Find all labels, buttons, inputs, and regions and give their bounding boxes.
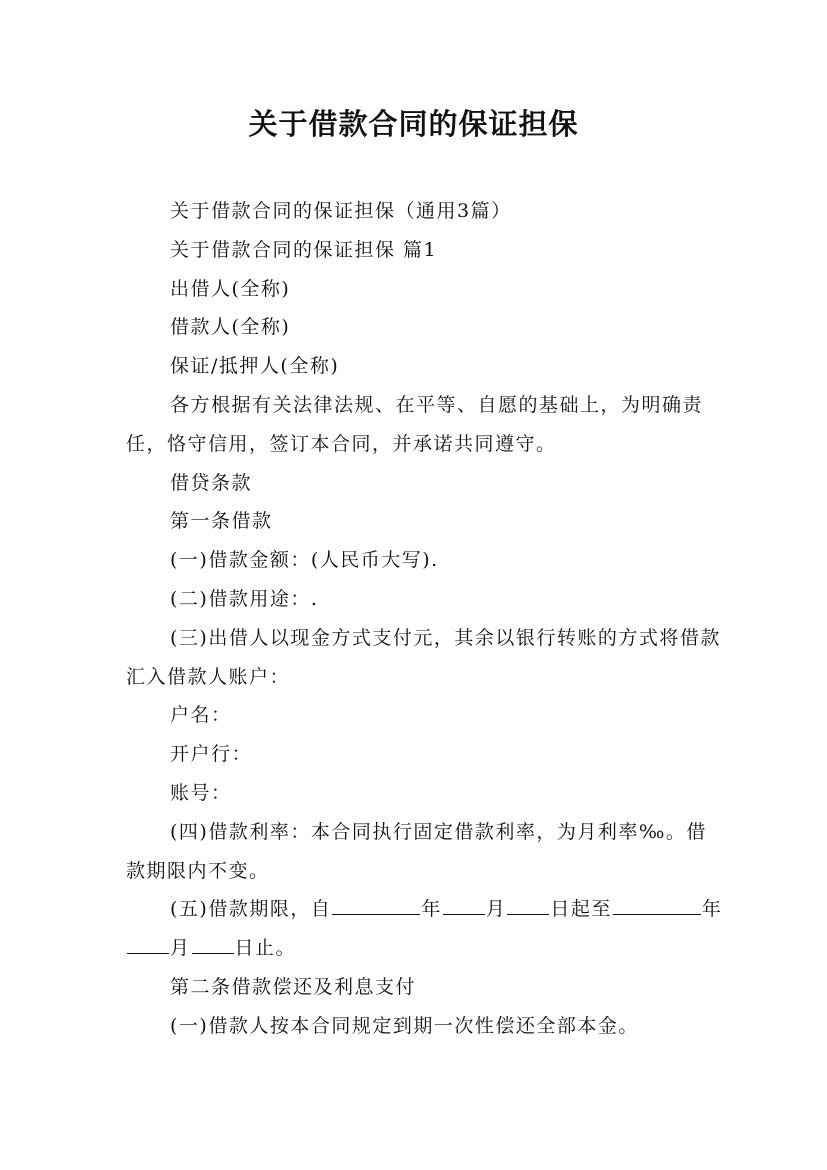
paragraph-payment-method: (三)出借人以现金方式支付元，其余以银行转账的方式将借款汇入借款人账户： — [126, 626, 721, 688]
paragraph-loan-purpose: (二)借款用途：. — [170, 587, 319, 610]
blank-end-month — [127, 933, 169, 954]
blank-start-month — [443, 894, 485, 915]
paragraph-lender: 出借人(全称) — [170, 277, 291, 300]
paragraph-account-number: 账号： — [170, 781, 232, 804]
term-month2: 月 — [170, 937, 191, 960]
document-body — [126, 192, 726, 1046]
paragraph-article-2: 第二条借款偿还及利息支付 — [170, 975, 417, 998]
document-title: 关于借款合同的保证担保 — [248, 107, 579, 141]
term-day1: 日起至 — [550, 898, 612, 921]
term-prefix: (五)借款期限，自 — [170, 898, 332, 921]
term-month1: 月 — [485, 898, 507, 921]
term-day2: 日止。 — [234, 937, 297, 960]
paragraph-bank: 开户行： — [170, 743, 253, 766]
paragraph-article-1: 第一条借款 — [170, 510, 273, 533]
blank-start-day — [507, 894, 549, 915]
paragraph-interest-rate: (四)借款利率：本合同执行固定借款利率，为月利率‰。借款期限内不变。 — [126, 820, 707, 882]
paragraph-preamble: 各方根据有关法律法规、在平等、自愿的基础上，为明确责任，恪守信用，签订本合同，并承诺共同遵守。 — [126, 393, 704, 455]
paragraph-subtitle: 关于借款合同的保证担保（通用3篇） — [170, 200, 512, 222]
term-year1: 年 — [421, 898, 442, 921]
blank-end-day — [192, 933, 234, 954]
paragraph-loan-term — [126, 890, 726, 968]
paragraph-account-name: 户名： — [170, 704, 232, 727]
paragraph-repayment: (一)借款人按本合同规定到期一次性偿还全部本金。 — [170, 1014, 639, 1037]
paragraph-guarantor: 保证/抵押人(全称) — [170, 355, 340, 378]
paragraph-part-heading: 关于借款合同的保证担保 篇1 — [170, 238, 438, 261]
blank-start-year — [332, 894, 420, 915]
paragraph-borrower: 借款人(全称) — [170, 316, 291, 339]
paragraph-loan-terms-heading: 借贷条款 — [170, 471, 253, 494]
term-year2: 年 — [701, 898, 723, 921]
blank-end-year — [613, 894, 701, 915]
paragraph-loan-amount: (一)借款金额：(人民币大写). — [170, 549, 439, 572]
